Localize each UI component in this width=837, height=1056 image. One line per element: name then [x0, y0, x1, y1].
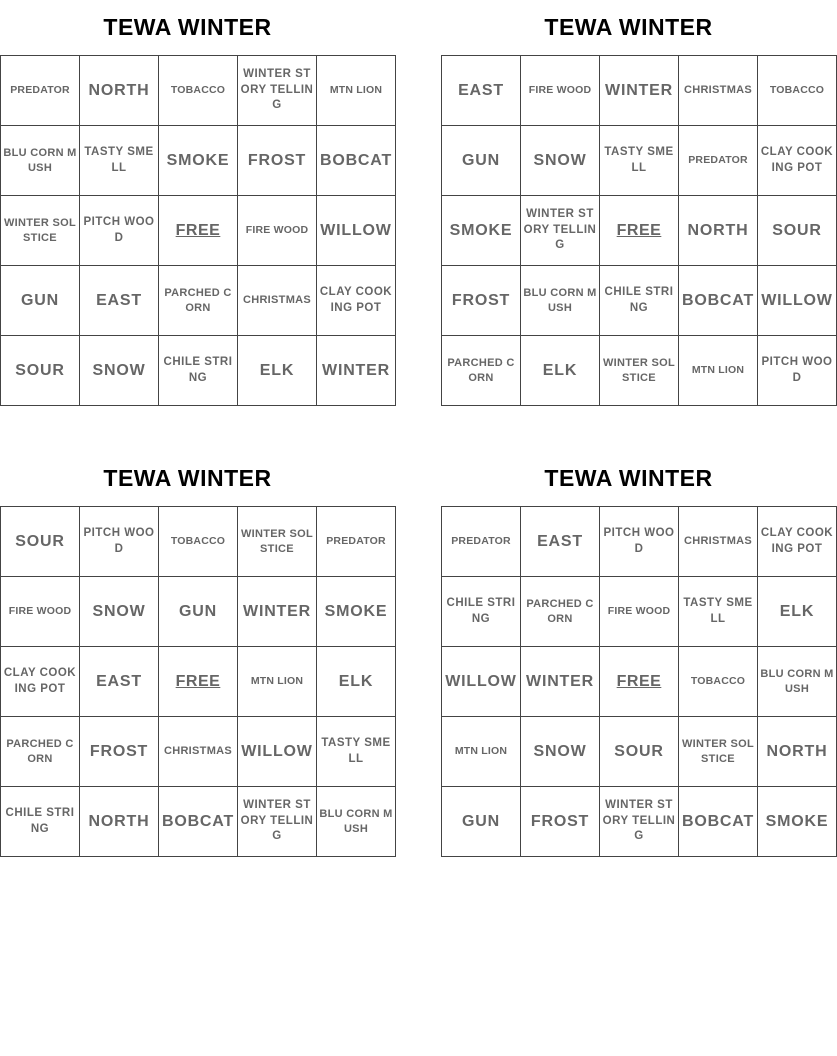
grid-row [1, 577, 396, 647]
card-title: TEWA WINTER [544, 465, 713, 491]
grid-cell: SOUR [1, 336, 80, 406]
grid-cell: FROST [442, 266, 521, 336]
grid-cell: TOBACCO [159, 507, 238, 577]
card-title: TEWA WINTER [544, 14, 713, 40]
grid-cell: SMOKE [758, 787, 837, 857]
grid-cell: CHILE STRING [159, 336, 238, 406]
grid-cell: BLU CORN MUSH [521, 266, 600, 336]
grid-cell: GUN [442, 126, 521, 196]
grid-cell: WINTER [238, 577, 317, 647]
free-space-cell: FREE [159, 196, 238, 266]
grid-cell: GUN [159, 577, 238, 647]
grid-cell: PARCHED CORN [521, 577, 600, 647]
free-space-cell: FREE [600, 196, 679, 266]
grid-cell: PREDATOR [1, 56, 80, 126]
grid-row [1, 507, 396, 577]
grid-cell: BLU CORN MUSH [758, 647, 837, 717]
grid-cell: GUN [1, 266, 80, 336]
grid-cell: WINTER SOLSTICE [679, 717, 758, 787]
grid-cell: BOBCAT [159, 787, 238, 857]
grid-cell: SNOW [80, 336, 159, 406]
grid-cell: NORTH [80, 56, 159, 126]
bingo-grid [441, 506, 837, 857]
grid-row [442, 56, 837, 126]
grid-cell: WINTER SOLSTICE [600, 336, 679, 406]
grid-cell: SMOKE [159, 126, 238, 196]
grid-cell: CHRISTMAS [159, 717, 238, 787]
grid-cell: EAST [80, 647, 159, 717]
grid-cell: MTN LION [317, 56, 396, 126]
grid-cell: WINTER [521, 647, 600, 717]
grid-cell: CHILE STRING [1, 787, 80, 857]
grid-cell: PREDATOR [679, 126, 758, 196]
grid-cell: CLAY COOKING POT [317, 266, 396, 336]
grid-cell: FIRE WOOD [1, 577, 80, 647]
grid-cell: TASTY SMELL [317, 717, 396, 787]
grid-row [1, 787, 396, 857]
card-title: TEWA WINTER [103, 465, 272, 491]
grid-cell: CHILE STRING [442, 577, 521, 647]
grid-cell: TOBACCO [758, 56, 837, 126]
grid-cell: PARCHED CORN [442, 336, 521, 406]
grid-row [442, 126, 837, 196]
grid-cell: SMOKE [442, 196, 521, 266]
grid-cell: NORTH [758, 717, 837, 787]
grid-row [1, 56, 396, 126]
grid-cell: EAST [521, 507, 600, 577]
bingo-grid [441, 55, 837, 406]
grid-row [1, 266, 396, 336]
grid-cell: SNOW [521, 717, 600, 787]
grid-cell: WINTER STORY TELLING [238, 787, 317, 857]
grid-row [442, 336, 837, 406]
grid-cell: CHRISTMAS [679, 507, 758, 577]
grid-cell: NORTH [80, 787, 159, 857]
grid-cell: CLAY COOKING POT [1, 647, 80, 717]
grid-cell: PREDATOR [442, 507, 521, 577]
grid-cell: SOUR [1, 507, 80, 577]
grid-cell: ELK [238, 336, 317, 406]
grid-row [1, 336, 396, 406]
grid-cell: ELK [758, 577, 837, 647]
grid-row [442, 577, 837, 647]
grid-cell: TASTY SMELL [679, 577, 758, 647]
grid-cell: WINTER STORY TELLING [521, 196, 600, 266]
grid-cell: FIRE WOOD [238, 196, 317, 266]
grid-cell: TASTY SMELL [600, 126, 679, 196]
grid-cell: TOBACCO [159, 56, 238, 126]
grid-cell: WINTER SOLSTICE [1, 196, 80, 266]
grid-cell: WINTER STORY TELLING [238, 56, 317, 126]
grid-cell: PITCH WOOD [80, 196, 159, 266]
grid-cell: WINTER SOLSTICE [238, 507, 317, 577]
grid-cell: NORTH [679, 196, 758, 266]
grid-row [1, 196, 396, 266]
grid-cell: FIRE WOOD [521, 56, 600, 126]
grid-cell: WINTER [317, 336, 396, 406]
grid-cell: WILLOW [238, 717, 317, 787]
free-space-cell: FREE [600, 647, 679, 717]
grid-cell: FIRE WOOD [600, 577, 679, 647]
grid-cell: SNOW [521, 126, 600, 196]
grid-row [442, 717, 837, 787]
grid-cell: WILLOW [442, 647, 521, 717]
card-title: TEWA WINTER [103, 14, 272, 40]
grid-cell: PITCH WOOD [80, 507, 159, 577]
grid-row [442, 507, 837, 577]
grid-cell: CLAY COOKING POT [758, 507, 837, 577]
grid-cell: FROST [521, 787, 600, 857]
grid-cell: FROST [80, 717, 159, 787]
grid-row [442, 647, 837, 717]
grid-cell: FROST [238, 126, 317, 196]
grid-cell: GUN [442, 787, 521, 857]
grid-cell: BLU CORN MUSH [1, 126, 80, 196]
grid-cell: EAST [80, 266, 159, 336]
grid-row [442, 266, 837, 336]
grid-cell: WILLOW [317, 196, 396, 266]
grid-row [1, 126, 396, 196]
grid-cell: MTN LION [679, 336, 758, 406]
grid-row [1, 647, 396, 717]
bingo-grid [0, 55, 396, 406]
grid-cell: PREDATOR [317, 507, 396, 577]
grid-row [442, 196, 837, 266]
grid-cell: CHRISTMAS [238, 266, 317, 336]
grid-cell: SMOKE [317, 577, 396, 647]
grid-cell: BLU CORN MUSH [317, 787, 396, 857]
free-space-cell: FREE [159, 647, 238, 717]
grid-cell: BOBCAT [679, 787, 758, 857]
grid-cell: WINTER [600, 56, 679, 126]
grid-cell: PITCH WOOD [600, 507, 679, 577]
grid-cell: MTN LION [238, 647, 317, 717]
bingo-grid [0, 506, 396, 857]
grid-cell: EAST [442, 56, 521, 126]
grid-cell: BOBCAT [679, 266, 758, 336]
grid-cell: CLAY COOKING POT [758, 126, 837, 196]
grid-cell: SOUR [758, 196, 837, 266]
grid-row [442, 787, 837, 857]
grid-cell: WILLOW [758, 266, 837, 336]
grid-cell: ELK [521, 336, 600, 406]
grid-cell: MTN LION [442, 717, 521, 787]
grid-cell: PARCHED CORN [1, 717, 80, 787]
grid-cell: CHILE STRING [600, 266, 679, 336]
grid-cell: PARCHED CORN [159, 266, 238, 336]
grid-cell: PITCH WOOD [758, 336, 837, 406]
grid-cell: TASTY SMELL [80, 126, 159, 196]
grid-cell: WINTER STORY TELLING [600, 787, 679, 857]
grid-cell: SNOW [80, 577, 159, 647]
grid-cell: CHRISTMAS [679, 56, 758, 126]
grid-cell: TOBACCO [679, 647, 758, 717]
grid-row [1, 717, 396, 787]
grid-cell: SOUR [600, 717, 679, 787]
grid-cell: BOBCAT [317, 126, 396, 196]
grid-cell: ELK [317, 647, 396, 717]
